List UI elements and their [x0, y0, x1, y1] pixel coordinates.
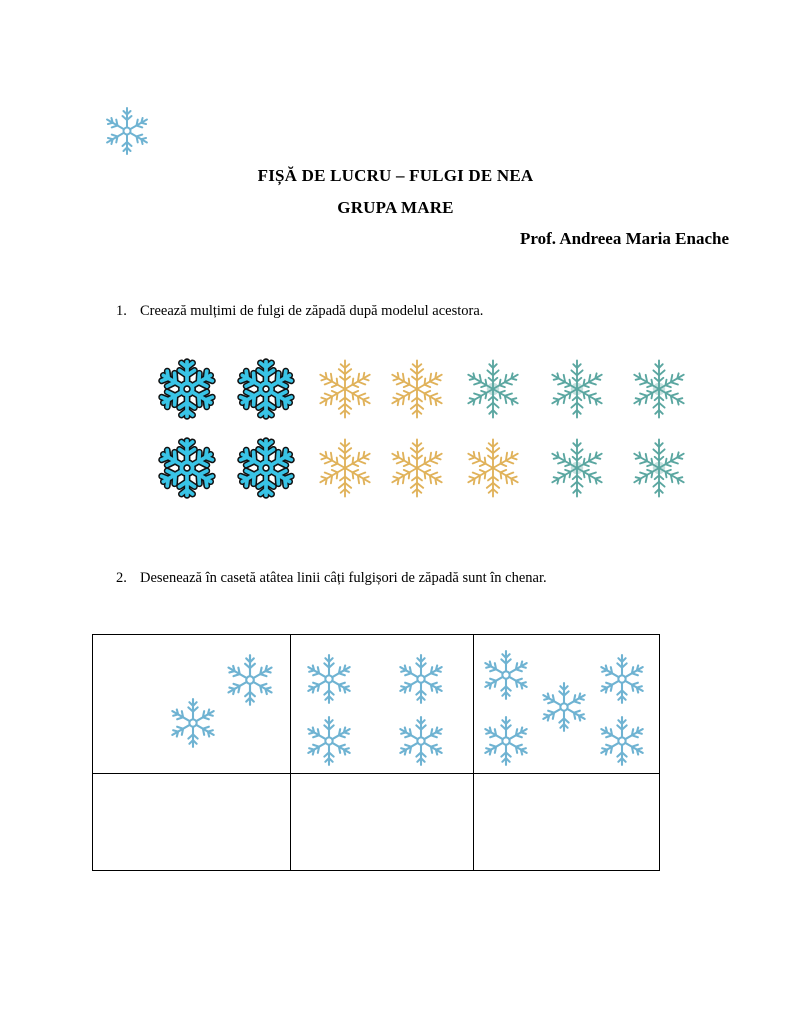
snowflake-teal-icon: [462, 358, 524, 420]
page-title: FIȘĂ DE LUCRU – FULGI DE NEA: [257, 166, 534, 185]
answer-box-2[interactable]: [291, 774, 473, 871]
snowflake-icon: [303, 715, 355, 767]
snowflake-icon: [538, 681, 590, 733]
task-1-text: Creează mulțimi de fulgi de zăpadă după modelul acestora.: [140, 303, 484, 319]
snowflake-icon: [102, 106, 152, 156]
snowflake-gold-icon: [386, 437, 448, 499]
snowflake-teal-icon: [628, 437, 690, 499]
page-subtitle: GRUPA MARE: [337, 198, 454, 217]
flake-box-2: [93, 635, 291, 774]
flake-box-5: [473, 635, 659, 774]
snowflake-icon: [223, 653, 277, 707]
counting-table: [92, 634, 660, 871]
snowflake-teal-icon: [628, 358, 690, 420]
answer-box-3[interactable]: [473, 774, 659, 871]
snowflake-gold-icon: [314, 358, 376, 420]
task-2-text: Desenează în casetă atâtea linii câți fulgișori de zăpadă sunt în chenar.: [140, 570, 547, 586]
snowflake-cyan-outlined-icon: [235, 358, 297, 420]
snowflake-icon: [480, 715, 532, 767]
snowflake-icon: [480, 649, 532, 701]
snowflake-gold-icon: [314, 437, 376, 499]
snowflake-teal-icon: [546, 437, 608, 499]
task-1-number: 1.: [116, 303, 127, 319]
snowflake-gold-icon: [462, 437, 524, 499]
answer-box-1[interactable]: [93, 774, 291, 871]
snowflake-cyan-outlined-icon: [235, 437, 297, 499]
snowflake-icon: [303, 653, 355, 705]
author-name: Prof. Andreea Maria Enache: [519, 229, 729, 248]
task-2-number: 2.: [116, 570, 127, 586]
snowflake-teal-icon: [546, 358, 608, 420]
snowflake-icon: [167, 697, 219, 749]
snowflake-cyan-outlined-icon: [156, 358, 218, 420]
task-2: [116, 570, 547, 587]
flake-box-4: [291, 635, 473, 774]
task-1: [116, 303, 483, 320]
snowflake-cyan-outlined-icon: [156, 437, 218, 499]
snowflake-icon: [596, 653, 648, 705]
snowflake-icon: [395, 715, 447, 767]
snowflake-icon: [596, 715, 648, 767]
snowflake-icon: [395, 653, 447, 705]
snowflake-gold-icon: [386, 358, 448, 420]
